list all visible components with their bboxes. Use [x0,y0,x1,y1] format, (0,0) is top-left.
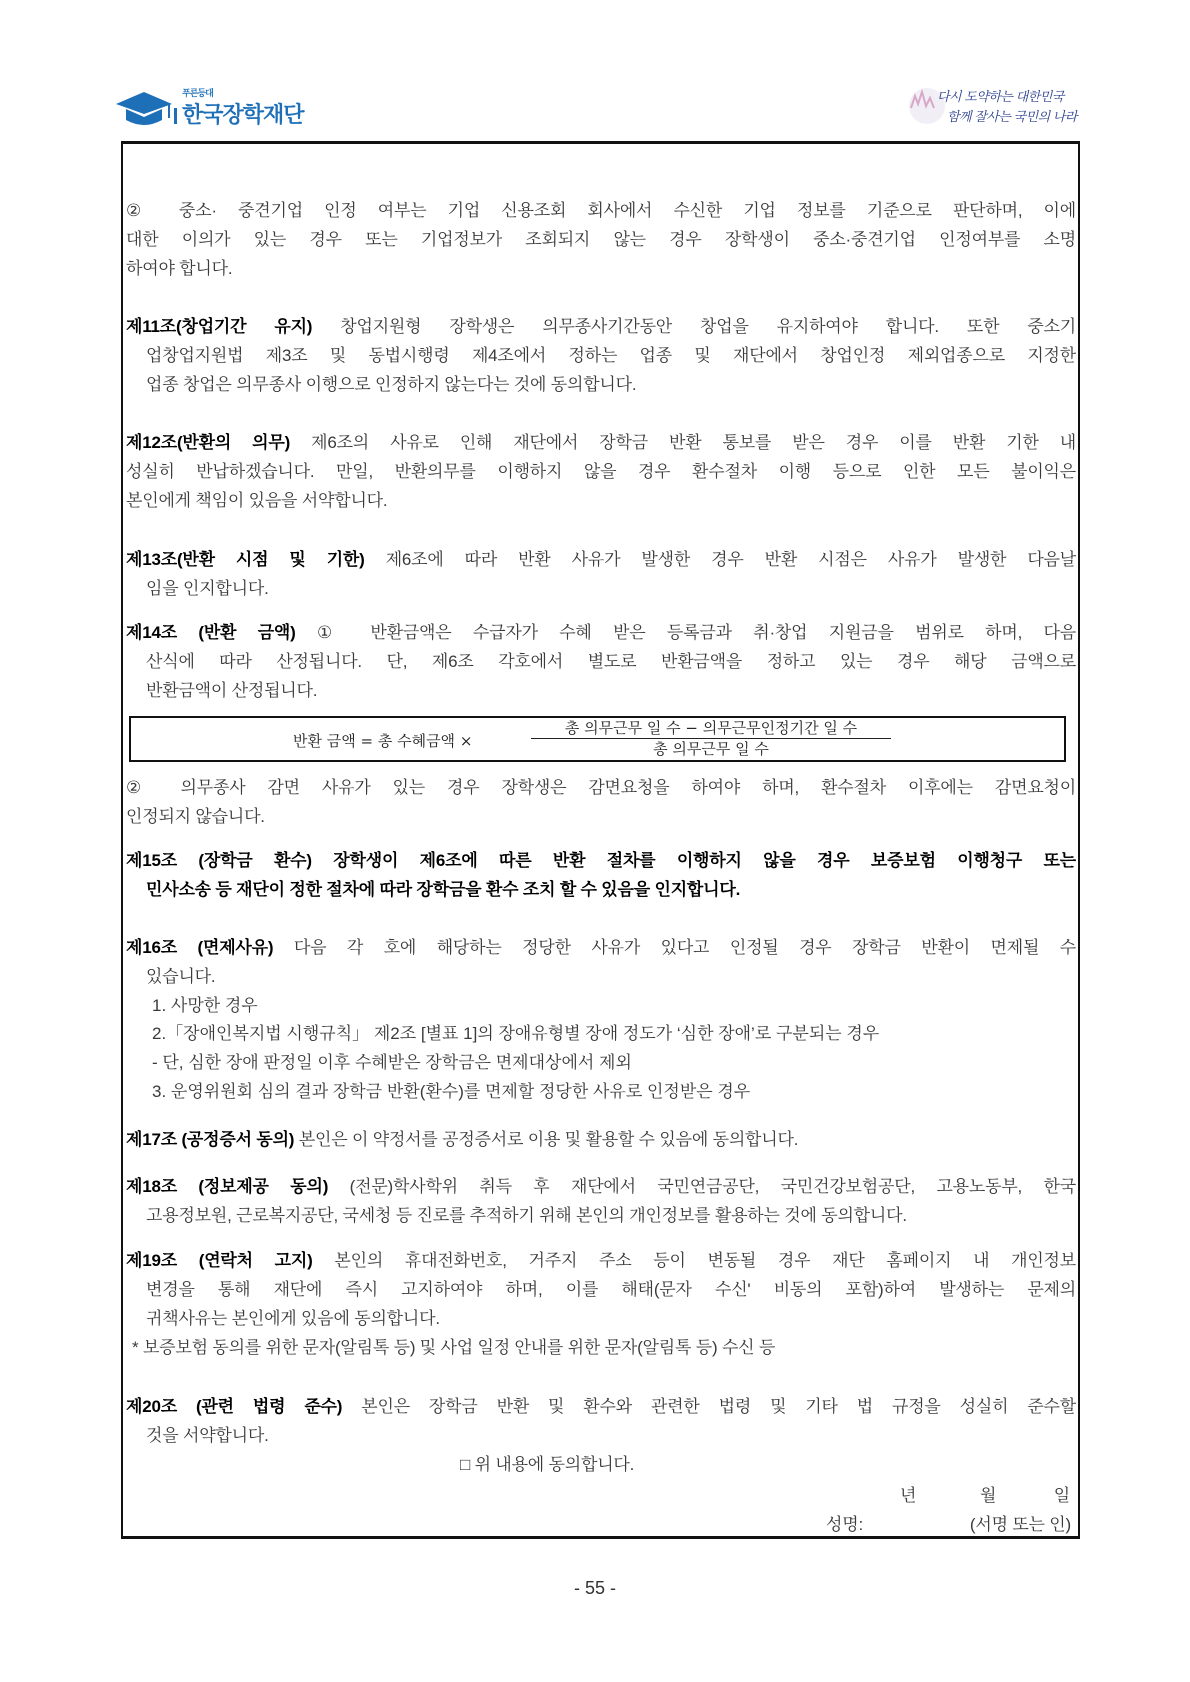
kosaf-logo [114,84,314,134]
article-text: 다음 각 호에 해당하는 정당한 사유가 있다고 인정될 경우 장학금 반환이 면제될 수 [293,938,1076,957]
article-17 [126,1125,1076,1154]
article-heading: 제14조 (반환 금액) [126,623,296,642]
logo-tagline: 푸른등대 [182,88,213,98]
article-text: 제6조에 따라 반환 사유가 발생한 경우 반환 시점은 사유가 발생한 다음날 [385,550,1076,569]
article-14 [126,618,1076,647]
signature-label: 성명: [826,1515,863,1534]
article-text: 본인에게 책임이 있음을 서약합니다. [126,491,388,510]
article-heading: 제11조(창업기간 유지) [126,317,313,336]
article-12 [126,428,1076,457]
article-text: 업종 창업은 의무종사 이행으로 인정하지 않는다는 것에 동의합니다. [146,375,637,394]
list-item: 2.「장애인복지법 시행규칙」 제2조 [별표 1]의 장애유형별 장애 정도가 ‘심한 장애’로 구분되는 경우 [152,1024,880,1043]
article-text: 임을 인지합니다. [146,579,269,598]
article-text: 성실히 반납하겠습니다. 만일, 반환의무를 이행하지 않을 경우 환수절차 이행 등으로 인한 모든 불이익은 [126,462,1076,481]
article-heading: 제20조 (관련 법령 준수) [126,1397,343,1416]
article-text: 변경을 통해 재단에 즉시 고지하여야 하며, 이를 해태(문자 수신' 비동의 포함)하여 발생하는 문제의 [146,1280,1076,1299]
article-text: 반환금액이 산정됩니다. [146,681,318,700]
agree-label: 위 내용에 동의합니다. [474,1455,635,1474]
article-13 [126,545,1076,574]
article-text: 본인의 휴대전화번호, 거주지 주소 등이 변동될 경우 재단 홈페이지 내 개인정보 [334,1251,1076,1270]
agreement-row [460,1450,634,1479]
intro-line: ② 중소· 중견기업 인정 여부는 기업 신용조회 회사에서 수신한 기업 정보를 기준으로 판단하며, 이에 [126,201,1076,220]
graduation-cap-icon [114,90,178,130]
signature-field[interactable]: (서명 또는 인) [969,1515,1071,1534]
article-note: * 보증보험 동의를 위한 문자(알림톡 등) 및 사업 일정 안내를 위한 문자(알림톡 등) 수신 등 [132,1338,776,1357]
article-text: 고용정보원, 근로복지공단, 국세청 등 진로를 추적하기 위해 본인의 개인정보를 활용하는 것에 동의합니다. [146,1206,907,1225]
agree-checkbox[interactable]: □ [460,1455,471,1474]
article-text: ② 의무종사 감면 사유가 있는 경우 장학생은 감면요청을 하여야 하며, 환수절차 이후에는 감면요청이 [126,778,1076,797]
article-19 [126,1246,1076,1275]
article-heading: 제15조 (장학금 환수) [126,851,312,870]
page-number: - 55 - [573,1578,616,1598]
article-text: 있습니다. [146,967,216,986]
article-15 [126,846,1076,875]
article-text: 창업지원형 장학생은 의무종사기간동안 창업을 유지하여야 합니다. 또한 중소기 [340,317,1076,336]
article-heading: 제17조 (공정증서 동의) [126,1130,295,1149]
article-text: ① 반환금액은 수급자가 수혜 받은 등록금과 취·창업 지원금을 범위로 하며, 다음 [317,623,1076,642]
article-text: 인정되지 않습니다. [126,807,265,826]
list-item: - 단, 심한 장애 판정일 이후 수혜받은 장학금은 면제대상에서 제외 [152,1053,632,1072]
refund-formula-box [129,716,1066,762]
intro-line: 대한 이의가 있는 경우 또는 기업정보가 조회되지 않는 경우 장학생이 중소·중견기업 인정여부를 소명 [126,230,1076,249]
article-heading: 제13조(반환 시점 및 기한) [126,550,365,569]
logo-text: 한국장학재단 [182,102,304,127]
article-heading: 제12조(반환의 의무) [126,433,291,452]
article-20 [126,1392,1076,1421]
slogan-line-2: 함께 잘사는 국민의 나라 [947,109,1077,124]
article-11 [126,312,1076,341]
article-16 [126,933,1076,962]
article-text: 장학생이 제6조에 따른 반환 절차를 이행하지 않을 경우 보증보험 이행청구 또는 [333,851,1076,870]
formula-numerator: 총 의무근무 일 수 − 의무근무인정기간 일 수 [531,718,891,739]
list-item: 1. 사망한 경우 [152,996,258,1015]
article-text: 귀책사유는 본인에게 있음에 동의합니다. [146,1309,440,1328]
article-heading: 제19조 (연락처 고지) [126,1251,313,1270]
date-month[interactable]: 월 [980,1486,997,1505]
article-text: 제6조의 사유로 인해 재단에서 장학금 반환 통보를 받은 경우 이를 반환 기한 내 [311,433,1076,452]
slogan-line-1: 다시 도약하는 대한민국 [937,89,1064,104]
article-text: 산식에 따라 산정됩니다. 단, 제6조 각호에서 별도로 반환금액을 정하고 있는 경우 해당 금액으로 [146,652,1076,671]
list-item: 3. 운영위원회 심의 결과 장학금 반환(환수)를 면제할 정당한 사유로 인정받은 경우 [152,1082,751,1101]
signature-row [826,1510,1071,1539]
article-heading: 제16조 (면제사유) [126,938,274,957]
article-text: 것을 서약합니다. [146,1426,269,1445]
article-heading: 제18조 (정보제공 동의) [126,1177,329,1196]
intro-line: 하여야 합니다. [126,259,233,278]
article-text: 민사소송 등 재단이 정한 절차에 따라 장학금을 환수 조치 할 수 있음을 인지합니다. [146,880,741,899]
article-text: 본인은 이 약정서를 공정증서로 이용 및 활용할 수 있음에 동의합니다. [298,1130,799,1149]
formula-lhs: 반환 금액 = 총 수혜금액 × [293,732,473,750]
date-day[interactable]: 일 [1053,1486,1070,1505]
date-row [900,1481,1070,1510]
slogan [905,82,1085,132]
article-text: 본인은 장학금 반환 및 환수와 관련한 법령 및 기타 법 규정을 성실히 준수할 [361,1397,1076,1416]
date-year[interactable]: 년 [900,1486,917,1505]
article-18 [126,1172,1076,1201]
article-text: (전문)학사학위 취득 후 재단에서 국민연금공단, 국민건강보험공단, 고용노동부, 한국 [349,1177,1076,1196]
article-text: 업창업지원법 제3조 및 동법시행령 제4조에서 정하는 업종 및 재단에서 창업인정 제외업종으로 지정한 [146,346,1076,365]
formula-denominator: 총 의무근무 일 수 [653,740,769,758]
